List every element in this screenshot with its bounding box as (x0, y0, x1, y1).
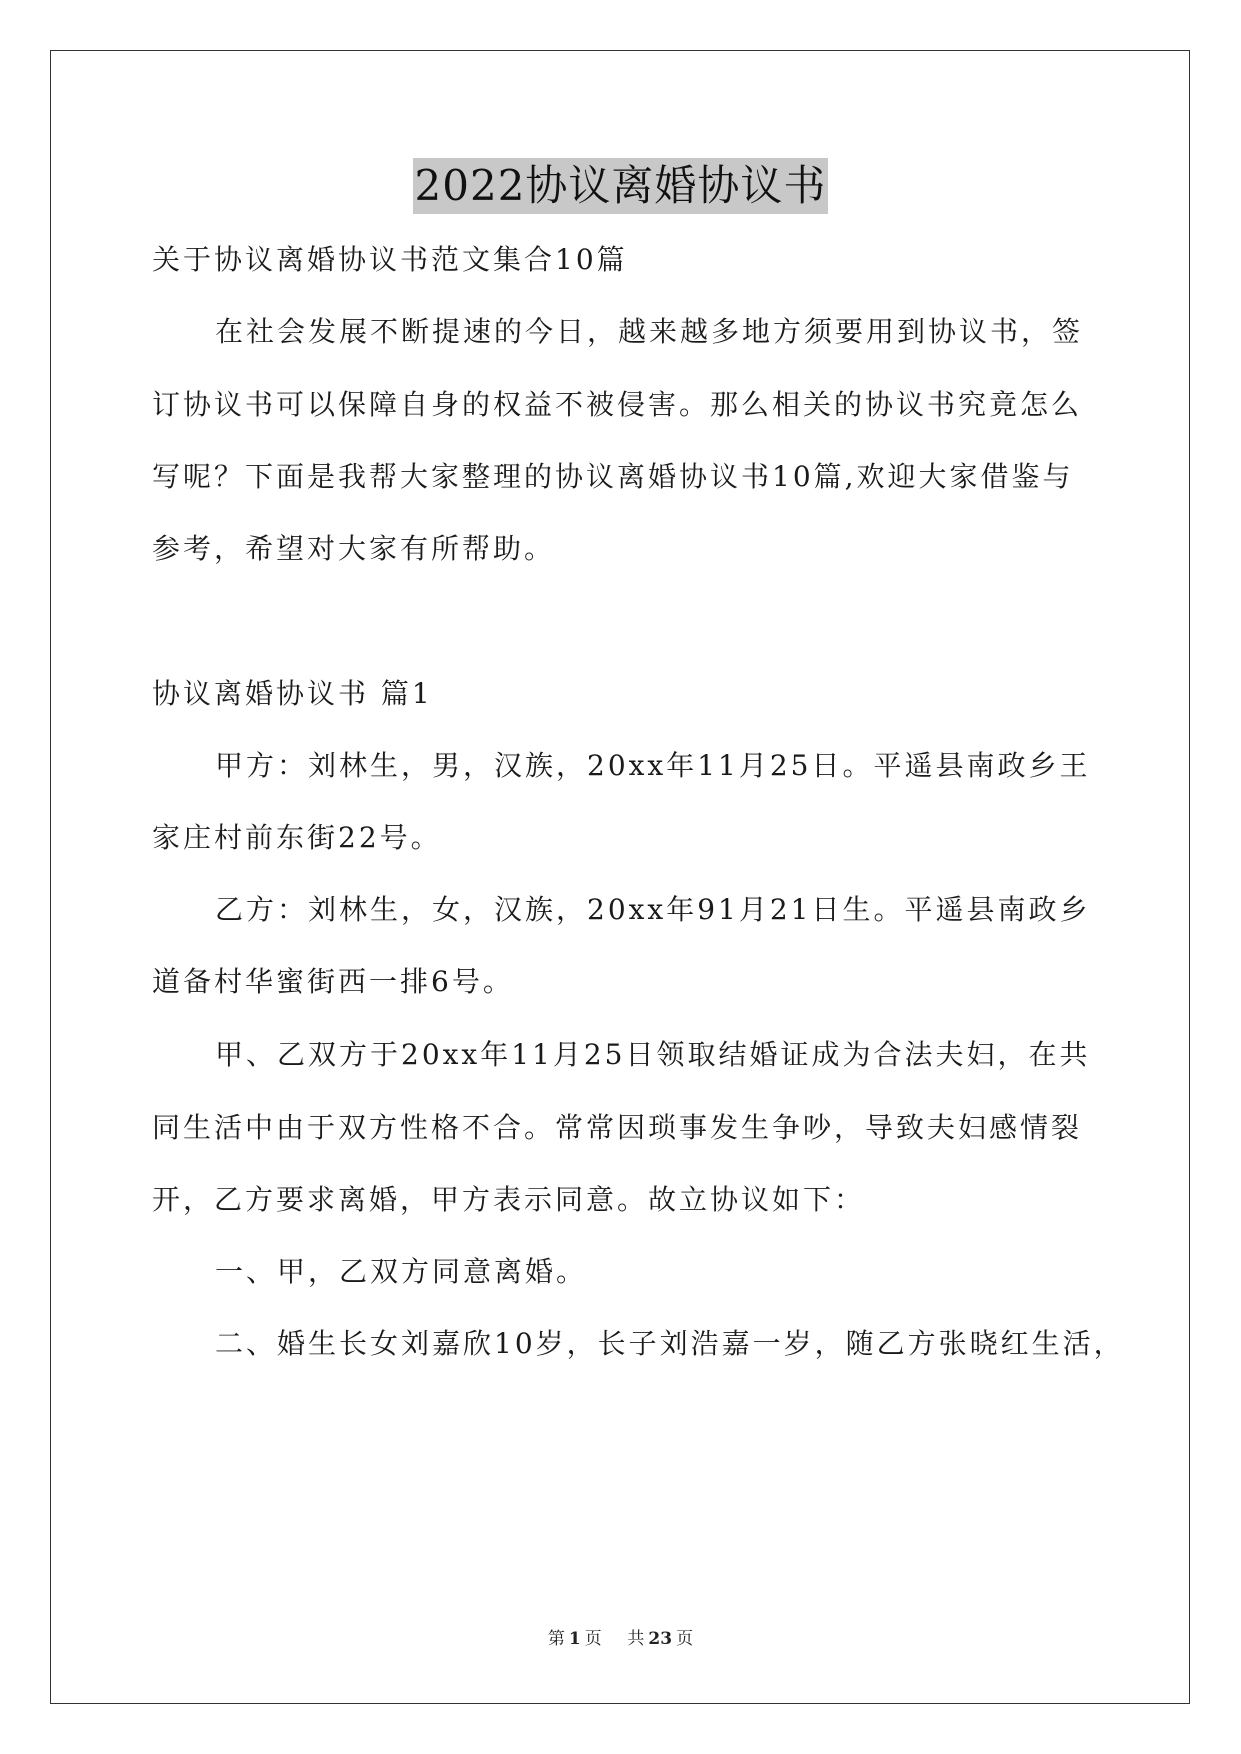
footer-page-suffix: 页 (584, 1629, 602, 1649)
party-a-line-2: 家庄村前东街22号。 (152, 821, 442, 854)
party-b-line-2: 道备村华蜜街西一排6号。 (152, 965, 514, 998)
page-footer (0, 1628, 1241, 1650)
footer-total-suffix: 页 (676, 1629, 694, 1649)
intro-line-3: 写呢？下面是我帮大家整理的协议离婚协议书10篇,欢迎大家借鉴与 (152, 460, 1074, 493)
page-border (50, 50, 1190, 1704)
party-a-line-1: 甲方：刘林生，男，汉族，20xx年11月25日。平遥县南政乡王 (215, 749, 1091, 782)
intro-line-2: 订协议书可以保障自身的权益不被侵害。那么相关的协议书究竟怎么 (152, 388, 1083, 421)
title-container (0, 158, 1241, 214)
clause-1: 一、甲，乙双方同意离婚。 (215, 1255, 588, 1288)
subtitle: 关于协议离婚协议书范文集合10篇 (152, 243, 628, 276)
footer-total-prefix: 共 (627, 1629, 645, 1649)
footer-prefix: 第 (547, 1629, 565, 1649)
clause-2: 二、婚生长女刘嘉欣10岁，长子刘浩嘉一岁，随乙方张晓红生活， (215, 1327, 1125, 1360)
footer-total-pages: 23 (648, 1629, 673, 1649)
intro-line-4: 参考，希望对大家有所帮助。 (152, 532, 556, 565)
background-line-3: 开，乙方要求离婚，甲方表示同意。故立协议如下： (152, 1183, 866, 1216)
document-title: 2022协议离婚协议书 (413, 158, 829, 214)
background-line-1: 甲、乙双方于20xx年11月25日领取结婚证成为合法夫妇，在共 (215, 1038, 1091, 1071)
party-b-line-1: 乙方：刘林生，女，汉族，20xx年91月21日生。平遥县南政乡 (215, 893, 1091, 926)
section-heading: 协议离婚协议书 篇1 (152, 677, 433, 710)
intro-line-1: 在社会发展不断提速的今日，越来越多地方须要用到协议书，签 (215, 315, 1084, 348)
background-line-2: 同生活中由于双方性格不合。常常因琐事发生争吵，导致夫妇感情裂 (152, 1111, 1083, 1144)
footer-page-number: 1 (568, 1629, 581, 1649)
